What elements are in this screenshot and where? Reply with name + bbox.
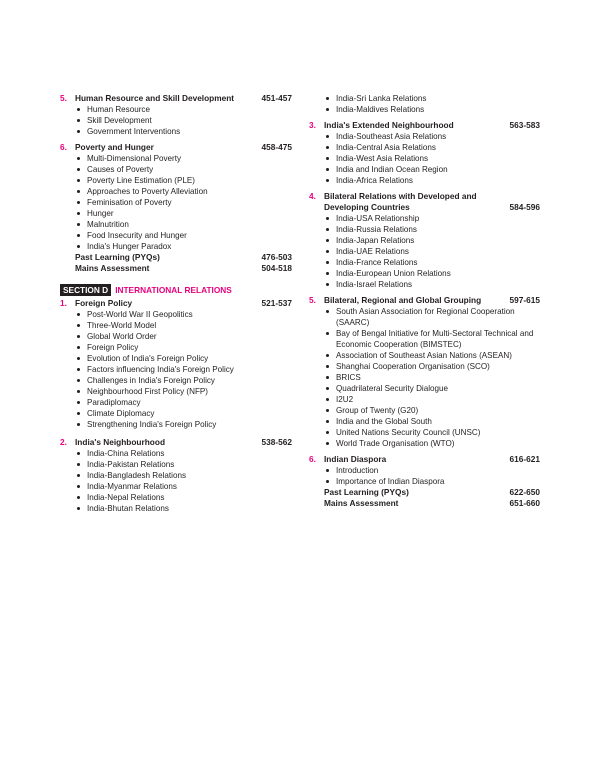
topic-list [309, 131, 540, 186]
bullet-icon [326, 332, 329, 335]
chapter-groupings [309, 295, 540, 449]
topic-item: Government Interventions [60, 126, 292, 137]
topic-item: Group of Twenty (G20) [309, 405, 540, 416]
bullet-icon [326, 431, 329, 434]
topic-item: Bay of Bengal Initiative for Multi-Sectoral Technical and Economic Cooperation (BIMSTEC) [309, 328, 540, 350]
bullet-icon [77, 157, 80, 160]
chapter-number: 6. [60, 142, 67, 152]
topic-item: India-USA Relationship [309, 213, 540, 224]
chapter-title: Poverty and Hunger [75, 142, 154, 152]
topic-item: Quadrilateral Security Dialogue [309, 383, 540, 394]
topic-item: Climate Diplomacy [60, 408, 292, 419]
topic-item: Poverty Line Estimation (PLE) [60, 175, 292, 186]
topic-list [60, 309, 292, 430]
topic-item: Paradiplomacy [60, 397, 292, 408]
topic-item: India and Indian Ocean Region [309, 164, 540, 175]
chapter-title: India's Extended Neighbourhood [324, 120, 454, 130]
topic-item: India-France Relations [309, 257, 540, 268]
topic-item: Association of Southeast Asian Nations (ASEAN) [309, 350, 540, 361]
topic-item: Introduction [309, 465, 540, 476]
bullet-icon [77, 412, 80, 415]
topic-item: Skill Development [60, 115, 292, 126]
past-learning-pages: 476-503 [261, 252, 292, 262]
bullet-icon [77, 130, 80, 133]
topic-list [60, 448, 292, 514]
chapter-pages: 458-475 [261, 142, 292, 152]
bullet-icon [77, 485, 80, 488]
mains-assessment-title: Mains Assessment [75, 263, 150, 273]
topic-item: Three-World Model [60, 320, 292, 331]
chapter-title: Bilateral, Regional and Global Grouping [324, 295, 482, 305]
bullet-icon [326, 250, 329, 253]
section-title: INTERNATIONAL RELATIONS [115, 285, 232, 295]
topic-item: Foreign Policy [60, 342, 292, 353]
topic-item: Importance of Indian Diaspora [309, 476, 540, 487]
bullet-icon [77, 423, 80, 426]
chapter-number: 5. [309, 295, 316, 305]
chapter-indian-diaspora [309, 454, 540, 509]
bullet-icon [77, 390, 80, 393]
chapter-number: 3. [309, 120, 316, 130]
bullet-icon [77, 234, 80, 237]
topic-item: Challenges in India's Foreign Policy [60, 375, 292, 386]
chapter-title: India's Neighbourhood [75, 437, 166, 447]
topic-item: United Nations Security Council (UNSC) [309, 427, 540, 438]
bullet-icon [326, 310, 329, 313]
topic-item: India-Russia Relations [309, 224, 540, 235]
bullet-icon [326, 168, 329, 171]
topic-item: Human Resource [60, 104, 292, 115]
bullet-icon [77, 452, 80, 455]
bullet-icon [326, 398, 329, 401]
chapter-pages: 563-583 [509, 120, 540, 130]
bullet-icon [326, 365, 329, 368]
bullet-icon [326, 261, 329, 264]
mains-assessment-pages: 504-518 [261, 263, 292, 273]
topic-item: BRICS [309, 372, 540, 383]
bullet-icon [326, 354, 329, 357]
bullet-icon [77, 496, 80, 499]
bullet-icon [77, 474, 80, 477]
bullet-icon [326, 239, 329, 242]
bullet-icon [77, 119, 80, 122]
topic-item: India-Maldives Relations [309, 104, 540, 115]
chapter-number: 5. [60, 93, 67, 103]
bullet-icon [326, 108, 329, 111]
chapter-number: 1. [60, 298, 67, 308]
topic-list [309, 306, 540, 449]
topic-item: India-Israel Relations [309, 279, 540, 290]
chapter-heading[interactable] [309, 191, 540, 213]
topic-item: India-West Asia Relations [309, 153, 540, 164]
topic-item: India-Sri Lanka Relations [309, 93, 540, 104]
chapter-neighbourhood-continued [309, 93, 540, 115]
chapter-pages: 616-621 [509, 454, 540, 464]
bullet-icon [326, 217, 329, 220]
bullet-icon [326, 387, 329, 390]
chapter-heading[interactable] [309, 454, 540, 465]
bullet-icon [77, 335, 80, 338]
bullet-icon [77, 190, 80, 193]
topic-item: Hunger [60, 208, 292, 219]
chapter-heading[interactable] [60, 142, 292, 153]
topic-item: India-Myanmar Relations [60, 481, 292, 492]
bullet-icon [77, 313, 80, 316]
chapter-pages: 521-537 [261, 298, 292, 308]
bullet-icon [77, 379, 80, 382]
chapter-heading[interactable] [60, 437, 292, 448]
topic-item: India-European Union Relations [309, 268, 540, 279]
topic-item: India and the Global South [309, 416, 540, 427]
bullet-icon [326, 283, 329, 286]
section-header [60, 284, 300, 296]
chapter-pages: 597-615 [509, 295, 540, 305]
chapter-neighbourhood [60, 437, 292, 514]
topic-item: Shanghai Cooperation Organisation (SCO) [309, 361, 540, 372]
bullet-icon [326, 442, 329, 445]
topic-item: India-Bhutan Relations [60, 503, 292, 514]
bullet-icon [77, 401, 80, 404]
chapter-title: Bilateral Relations with Developed and Developing Countries [324, 191, 477, 212]
bullet-icon [77, 507, 80, 510]
bullet-icon [326, 157, 329, 160]
chapter-heading[interactable] [309, 295, 540, 306]
topic-item: India-Central Asia Relations [309, 142, 540, 153]
topic-item: Approaches to Poverty Alleviation [60, 186, 292, 197]
mains-assessment-pages: 651-660 [509, 498, 540, 508]
topic-item: India-Nepal Relations [60, 492, 292, 503]
mains-assessment-entry[interactable] [60, 263, 292, 274]
topic-item: Multi-Dimensional Poverty [60, 153, 292, 164]
bullet-icon [326, 376, 329, 379]
topic-list [309, 465, 540, 487]
bullet-icon [326, 179, 329, 182]
bullet-icon [326, 272, 329, 275]
bullet-icon [77, 168, 80, 171]
chapter-heading[interactable] [60, 93, 292, 104]
topic-item: Malnutrition [60, 219, 292, 230]
chapter-number: 2. [60, 437, 67, 447]
topic-list [60, 153, 292, 252]
topic-item: India-UAE Relations [309, 246, 540, 257]
topic-item: India-Japan Relations [309, 235, 540, 246]
topic-item: Post-World War II Geopolitics [60, 309, 292, 320]
topic-item: I2U2 [309, 394, 540, 405]
chapter-title: Foreign Policy [75, 298, 133, 308]
topic-item: South Asian Association for Regional Cooperation (SAARC) [309, 306, 540, 328]
bullet-icon [77, 223, 80, 226]
bullet-icon [77, 368, 80, 371]
section-label: SECTION D [60, 284, 111, 296]
topic-item: India-Pakistan Relations [60, 459, 292, 470]
past-learning-entry[interactable] [309, 487, 540, 498]
topic-item: India-Southeast Asia Relations [309, 131, 540, 142]
bullet-icon [77, 212, 80, 215]
bullet-icon [77, 463, 80, 466]
chapter-number: 4. [309, 191, 316, 201]
chapter-pages: 538-562 [261, 437, 292, 447]
chapter-title: Indian Diaspora [324, 454, 387, 464]
bullet-icon [326, 146, 329, 149]
bullet-icon [326, 420, 329, 423]
topic-item: Evolution of India's Foreign Policy [60, 353, 292, 364]
topic-item: India-China Relations [60, 448, 292, 459]
topic-item: Feminisation of Poverty [60, 197, 292, 208]
chapter-bilateral-relations [309, 191, 540, 290]
chapter-pages: 584-596 [509, 202, 540, 212]
topic-item: Causes of Poverty [60, 164, 292, 175]
bullet-icon [326, 135, 329, 138]
chapter-extended-neighbourhood [309, 120, 540, 186]
chapter-poverty [60, 142, 292, 274]
chapter-pages: 451-457 [261, 93, 292, 103]
topic-item: Strengthening India's Foreign Policy [60, 419, 292, 430]
bullet-icon [77, 346, 80, 349]
topic-item: Global World Order [60, 331, 292, 342]
bullet-icon [77, 324, 80, 327]
bullet-icon [77, 357, 80, 360]
topic-list [60, 104, 292, 137]
bullet-icon [77, 201, 80, 204]
past-learning-pages: 622-650 [509, 487, 540, 497]
chapter-hrd [60, 93, 292, 137]
past-learning-title: Past Learning (PYQs) [324, 487, 409, 497]
chapter-number: 6. [309, 454, 316, 464]
mains-assessment-entry[interactable] [309, 498, 540, 509]
topic-item: India's Hunger Paradox [60, 241, 292, 252]
chapter-heading[interactable] [309, 120, 540, 131]
topic-item: Neighbourhood First Policy (NFP) [60, 386, 292, 397]
chapter-title: Human Resource and Skill Development [75, 93, 235, 103]
bullet-icon [326, 469, 329, 472]
bullet-icon [326, 409, 329, 412]
chapter-heading[interactable] [60, 298, 292, 309]
topic-list [309, 93, 540, 115]
topic-item: World Trade Organisation (WTO) [309, 438, 540, 449]
chapter-foreign-policy [60, 298, 292, 430]
topic-list [309, 213, 540, 290]
bullet-icon [77, 108, 80, 111]
topic-item: India-Bangladesh Relations [60, 470, 292, 481]
topic-item: Food Insecurity and Hunger [60, 230, 292, 241]
bullet-icon [326, 97, 329, 100]
mains-assessment-title: Mains Assessment [324, 498, 399, 508]
topic-item: Factors influencing India's Foreign Policy [60, 364, 292, 375]
bullet-icon [77, 245, 80, 248]
bullet-icon [326, 228, 329, 231]
past-learning-entry[interactable] [60, 252, 292, 263]
bullet-icon [77, 179, 80, 182]
past-learning-title: Past Learning (PYQs) [75, 252, 160, 262]
bullet-icon [326, 480, 329, 483]
topic-item: India-Africa Relations [309, 175, 540, 186]
